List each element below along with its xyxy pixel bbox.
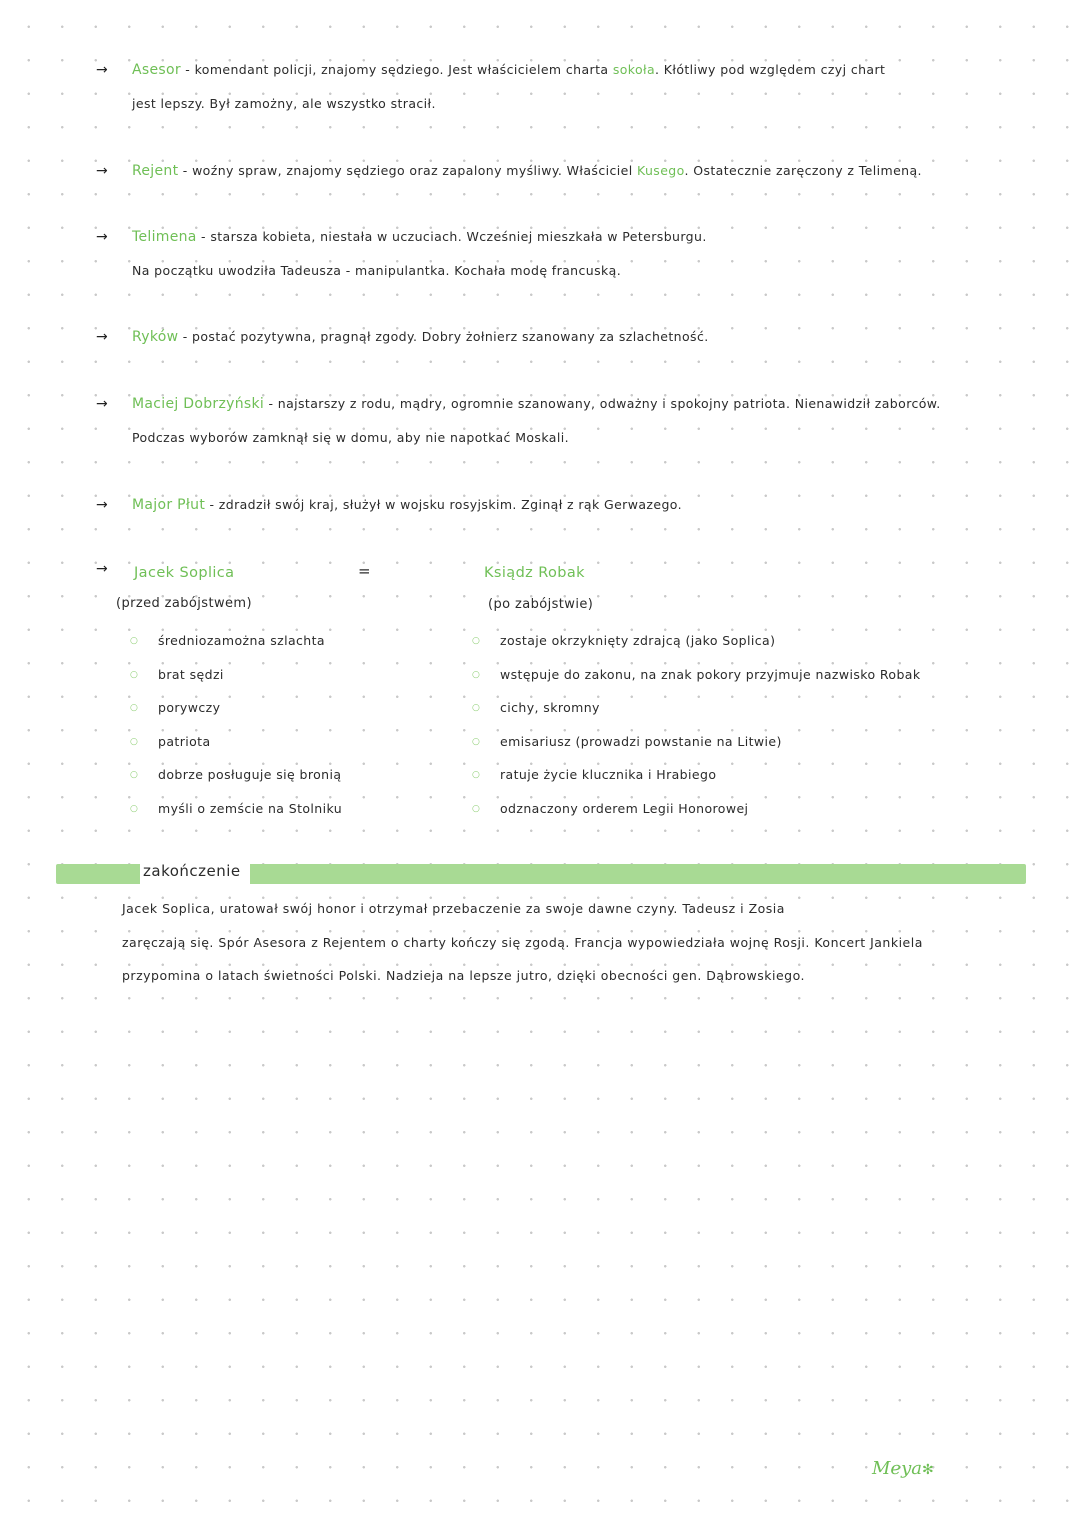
entry-line: Telimena - starsza kobieta, niestała w uczuciach. Wcześniej mieszkała w Petersburgu.: [132, 229, 707, 245]
entry-line: Podczas wyborów zamknął się w domu, aby nie napotkać Moskali.: [132, 430, 569, 445]
arrow-icon: →: [96, 163, 108, 179]
entry-line: Ryków - postać pozytywna, pragnął zgody. Dobry żołnierz szanowany za szlachetność.: [132, 329, 709, 345]
character-name: Telimena: [132, 229, 197, 245]
bullet-icon: ○: [472, 803, 481, 814]
arrow-icon: →: [96, 497, 108, 513]
summary-line: zaręczają się. Spór Asesora z Rejentem o charty kończy się zgodą. Francja wypowiedziała wojnę Rosji. Koncert Jankiela: [122, 935, 923, 950]
list-item: ○ porywczy: [130, 700, 221, 715]
bullet-icon: ○: [130, 803, 139, 814]
right-bullet-list: [472, 633, 921, 834]
summary-line: przypomina o latach świetności Polski. Nadzieja na lepsze jutro, dzięki obecności gen. Dąbrowskiego.: [122, 968, 806, 983]
star-icon: ✻: [921, 1462, 934, 1478]
left-column-title: Jacek Soplica: [134, 565, 235, 581]
list-item: ○ patriota: [130, 733, 211, 749]
section-title: zakończenie: [143, 862, 241, 880]
arrow-icon: →: [96, 229, 108, 245]
right-column-subtitle: (po zabójstwie): [488, 597, 594, 612]
character-name: Maciej Dobrzyński: [132, 396, 265, 412]
list-item: ○ odznaczony orderem Legii Honorowej: [472, 800, 749, 816]
character-name: Ryków: [132, 329, 179, 345]
list-item: ○ dobrze posługuje się bronią: [130, 767, 342, 782]
list-item: ○ średniozamożna szlachta: [130, 633, 325, 648]
summary-line: Jacek Soplica, uratował swój honor i otrzymał przebaczenie za swoje dawne czyny. Tadeusz i Zosia: [122, 901, 785, 916]
entry-line: jest lepszy. Był zamożny, ale wszystko stracił.: [132, 96, 436, 111]
bullet-icon: ○: [472, 669, 481, 680]
character-name: Rejent: [132, 163, 179, 179]
list-item: ○ ratuje życie klucznika i Hrabiego: [472, 767, 717, 782]
bullet-icon: ○: [130, 703, 139, 713]
bullet-icon: ○: [472, 636, 481, 646]
bullet-icon: ○: [472, 770, 481, 780]
left-column-subtitle: (przed zabójstwem): [116, 596, 252, 611]
signature: Meya✻: [872, 1458, 934, 1479]
list-item: ○ wstępuje do zakonu, na znak pokory przyjmuje nazwisko Robak: [472, 666, 921, 682]
right-column-title: Ksiądz Robak: [484, 565, 585, 581]
bullet-icon: ○: [130, 636, 139, 646]
entry-line: Rejent - woźny spraw, znajomy sędziego oraz zapalony myśliwy. Właściciel Kusego. Ostatecznie zaręczony z Telimeną.: [132, 163, 922, 179]
list-item: ○ emisariusz (prowadzi powstanie na Litwie): [472, 733, 782, 749]
equals-sign: =: [358, 562, 371, 580]
arrow-icon: →: [96, 329, 108, 345]
arrow-icon: →: [96, 396, 108, 412]
entry-line: Maciej Dobrzyński - najstarszy z rodu, mądry, ogromnie szanowany, odważny i spokojny patriota. Nienawidził zaborców.: [132, 396, 941, 412]
list-item: ○ myśli o zemście na Stolniku: [130, 800, 343, 816]
character-name: Asesor: [132, 62, 181, 78]
list-item: ○ zostaje okrzyknięty zdrajcą (jako Soplica): [472, 633, 776, 648]
list-item: ○ cichy, skromny: [472, 700, 600, 715]
arrow-icon: →: [96, 62, 108, 78]
bullet-icon: ○: [130, 736, 139, 747]
entry-line: Na początku uwodziła Tadeusza - manipulantka. Kochała modę francuską.: [132, 263, 622, 278]
bullet-icon: ○: [472, 703, 481, 713]
highlight-text: Kusego: [636, 163, 685, 178]
character-name: Major Płut: [132, 497, 206, 513]
list-item: ○ brat sędzi: [130, 666, 224, 682]
bullet-icon: ○: [472, 736, 481, 747]
entry-line: Asesor - komendant policji, znajomy sędziego. Jest właścicielem charta sokoła. Kłótliwy pod względem czyj chart: [132, 62, 886, 78]
left-bullet-list: [130, 633, 343, 834]
entry-line: Major Płut - zdradził swój kraj, służył w wojsku rosyjskim. Zginął z rąk Gerwazego.: [132, 497, 682, 513]
bullet-icon: ○: [130, 669, 139, 680]
bullet-icon: ○: [130, 770, 139, 780]
highlight-text: sokoła: [612, 62, 656, 77]
arrow-icon: →: [96, 561, 108, 577]
